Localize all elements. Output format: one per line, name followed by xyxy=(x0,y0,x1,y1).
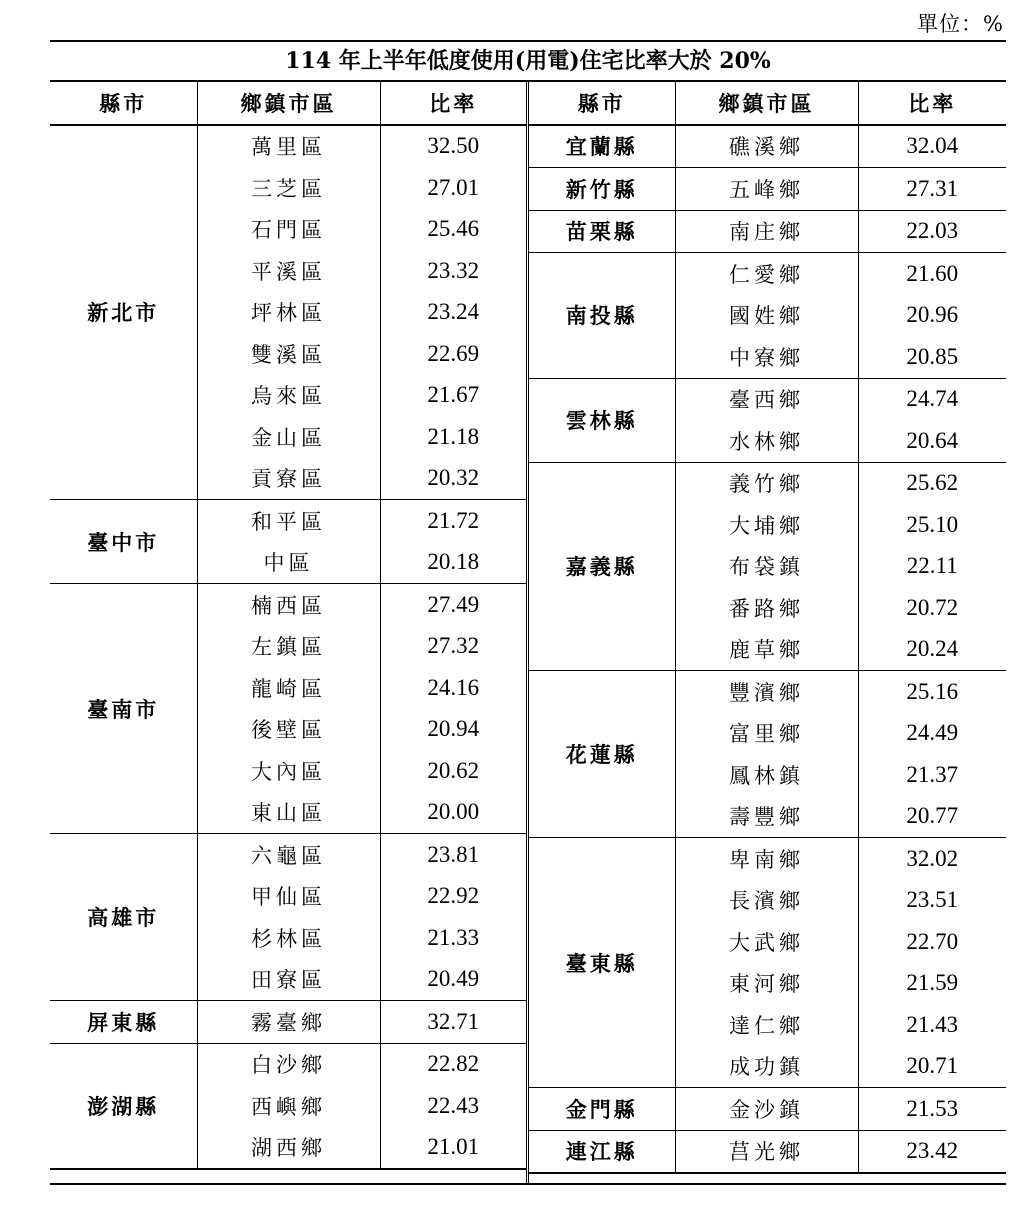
table-title: 114 年上半年低度使用(用電)住宅比率大於 20% xyxy=(50,40,1006,82)
ratio-cell: 22.70 xyxy=(906,928,959,954)
ratio-cell: 20.00 xyxy=(380,792,526,834)
township-cell: 南庄鄉 xyxy=(675,210,858,253)
ratio-cell: 20.77 xyxy=(858,796,1006,838)
township-cell: 和平區 xyxy=(197,500,380,542)
township-cell: 礁溪鄉 xyxy=(675,125,858,168)
ratio-cell: 25.16 xyxy=(906,678,959,704)
county-cell: 宜蘭縣 xyxy=(529,125,675,168)
header-ratio: 比率 xyxy=(858,82,1006,125)
county-cell: 臺中市 xyxy=(50,500,197,584)
table-row xyxy=(529,1130,1006,1173)
township-cell: 達仁鄉 xyxy=(675,1004,858,1046)
ratio-cell: 27.49 xyxy=(427,591,480,617)
township-cell: 平溪區 xyxy=(197,250,380,292)
township-cell: 大內區 xyxy=(197,750,380,792)
header-county: 縣市 xyxy=(50,82,197,125)
township-cell: 壽豐鄉 xyxy=(675,796,858,838)
ratio-cell: 23.51 xyxy=(906,887,959,913)
ratio-cell: 20.49 xyxy=(380,959,526,1001)
township-cell: 大武鄉 xyxy=(675,921,858,963)
township-cell: 中區 xyxy=(197,542,380,584)
ratio-cell: 22.69 xyxy=(427,340,480,366)
left-table xyxy=(50,82,526,1170)
township-cell: 烏來區 xyxy=(197,375,380,417)
township-cell: 布袋鎮 xyxy=(675,546,858,588)
ratio-cell: 32.02 xyxy=(906,845,959,871)
township-cell: 水林鄉 xyxy=(675,420,858,462)
ratio-cell: 27.01 xyxy=(427,174,480,200)
township-cell: 莒光鄉 xyxy=(675,1130,858,1173)
county-cell: 臺南市 xyxy=(50,584,197,834)
county-cell: 雲林縣 xyxy=(529,378,675,462)
township-cell: 左鎮區 xyxy=(197,626,380,668)
table-row xyxy=(50,125,526,168)
ratio-cell: 20.18 xyxy=(380,542,526,584)
ratio-cell: 21.67 xyxy=(427,382,480,408)
ratio-cell: 21.43 xyxy=(906,1011,959,1037)
ratio-cell: 22.43 xyxy=(427,1092,480,1118)
ratio-cell: 20.24 xyxy=(858,629,1006,671)
table-row xyxy=(529,210,1006,253)
township-cell: 東河鄉 xyxy=(675,963,858,1005)
ratio-cell: 27.32 xyxy=(427,633,480,659)
ratio-cell: 32.71 xyxy=(380,1001,526,1044)
ratio-cell: 25.46 xyxy=(427,216,480,242)
county-cell: 澎湖縣 xyxy=(50,1043,197,1169)
table-row xyxy=(50,584,526,626)
bottom-rule xyxy=(50,1183,1006,1185)
township-cell: 義竹鄉 xyxy=(675,462,858,504)
township-cell: 西嶼鄉 xyxy=(197,1085,380,1127)
table-row xyxy=(529,168,1006,211)
ratio-cell: 23.32 xyxy=(427,257,480,283)
ratio-cell: 21.59 xyxy=(906,970,959,996)
township-cell: 鳳林鎮 xyxy=(675,754,858,796)
township-cell: 三芝區 xyxy=(197,167,380,209)
county-cell: 新北市 xyxy=(50,125,197,500)
township-cell: 長濱鄉 xyxy=(675,880,858,922)
table-row xyxy=(50,1043,526,1085)
header-row xyxy=(529,82,1006,125)
county-cell: 花蓮縣 xyxy=(529,671,675,838)
township-cell: 東山區 xyxy=(197,792,380,834)
ratio-cell: 20.32 xyxy=(380,458,526,500)
township-cell: 杉林區 xyxy=(197,917,380,959)
township-cell: 卑南鄉 xyxy=(675,838,858,880)
table-row xyxy=(529,378,1006,420)
township-cell: 番路鄉 xyxy=(675,587,858,629)
ratio-cell: 20.96 xyxy=(906,302,959,328)
ratio-cell: 20.94 xyxy=(427,716,480,742)
ratio-cell: 24.16 xyxy=(427,674,480,700)
ratio-cell: 20.71 xyxy=(858,1046,1006,1088)
header-county: 縣市 xyxy=(529,82,675,125)
township-cell: 霧臺鄉 xyxy=(197,1001,380,1044)
right-table-body xyxy=(529,125,1006,1174)
township-cell: 豐濱鄉 xyxy=(675,671,858,713)
township-cell: 坪林區 xyxy=(197,292,380,334)
ratio-cell: 22.82 xyxy=(427,1051,480,1077)
county-cell: 高雄市 xyxy=(50,834,197,1001)
ratio-cell: 21.18 xyxy=(427,423,480,449)
ratio-cell: 21.60 xyxy=(906,260,959,286)
table-row xyxy=(50,834,526,876)
county-cell: 南投縣 xyxy=(529,253,675,379)
township-cell: 石門區 xyxy=(197,209,380,251)
township-cell: 富里鄉 xyxy=(675,713,858,755)
township-cell: 大埔鄉 xyxy=(675,504,858,546)
ratio-cell: 21.01 xyxy=(380,1127,526,1170)
ratio-cell: 27.31 xyxy=(858,168,1006,211)
ratio-cell: 21.33 xyxy=(427,924,480,950)
table-row xyxy=(529,125,1006,168)
header-township: 鄉鎮市區 xyxy=(197,82,380,125)
township-cell: 成功鎮 xyxy=(675,1046,858,1088)
county-cell: 苗栗縣 xyxy=(529,210,675,253)
left-table-body xyxy=(50,125,526,1170)
table-row xyxy=(529,671,1006,713)
ratio-cell: 23.24 xyxy=(427,299,480,325)
township-cell: 中寮鄉 xyxy=(675,336,858,378)
county-cell: 嘉義縣 xyxy=(529,462,675,671)
township-cell: 雙溪區 xyxy=(197,333,380,375)
header-row xyxy=(50,82,526,125)
county-cell: 臺東縣 xyxy=(529,838,675,1088)
county-cell: 新竹縣 xyxy=(529,168,675,211)
ratio-cell: 22.03 xyxy=(858,210,1006,253)
ratio-cell: 21.53 xyxy=(858,1088,1006,1131)
ratio-cell: 23.42 xyxy=(858,1130,1006,1173)
table-row xyxy=(50,1001,526,1044)
ratio-cell: 20.64 xyxy=(858,420,1006,462)
township-cell: 國姓鄉 xyxy=(675,295,858,337)
township-cell: 湖西鄉 xyxy=(197,1127,380,1170)
township-cell: 金山區 xyxy=(197,416,380,458)
header-ratio: 比率 xyxy=(380,82,526,125)
township-cell: 鹿草鄉 xyxy=(675,629,858,671)
table-row xyxy=(529,462,1006,504)
township-cell: 金沙鎮 xyxy=(675,1088,858,1131)
table-row xyxy=(50,500,526,542)
township-cell: 龍崎區 xyxy=(197,667,380,709)
township-cell: 六龜區 xyxy=(197,834,380,876)
ratio-cell: 25.10 xyxy=(906,511,959,537)
county-cell: 屏東縣 xyxy=(50,1001,197,1044)
township-cell: 甲仙區 xyxy=(197,876,380,918)
table-row xyxy=(529,838,1006,880)
township-cell: 楠西區 xyxy=(197,584,380,626)
township-cell: 五峰鄉 xyxy=(675,168,858,211)
ratio-cell: 24.74 xyxy=(906,386,959,412)
table-row xyxy=(529,1088,1006,1131)
ratio-cell: 20.72 xyxy=(906,594,959,620)
county-cell: 連江縣 xyxy=(529,1130,675,1173)
table-row xyxy=(529,253,1006,295)
ratio-cell: 21.72 xyxy=(427,507,480,533)
unit-label: 單位：% xyxy=(917,12,1004,36)
township-cell: 後壁區 xyxy=(197,709,380,751)
right-table xyxy=(529,82,1006,1174)
county-cell: 金門縣 xyxy=(529,1088,675,1131)
header-township: 鄉鎮市區 xyxy=(675,82,858,125)
township-cell: 白沙鄉 xyxy=(197,1043,380,1085)
ratio-cell: 22.92 xyxy=(427,883,480,909)
township-cell: 臺西鄉 xyxy=(675,378,858,420)
township-cell: 田寮區 xyxy=(197,959,380,1001)
ratio-cell: 32.50 xyxy=(427,133,480,159)
ratio-cell: 25.62 xyxy=(906,470,959,496)
ratio-cell: 24.49 xyxy=(906,720,959,746)
ratio-cell: 20.62 xyxy=(427,757,480,783)
ratio-cell: 20.85 xyxy=(858,336,1006,378)
township-cell: 萬里區 xyxy=(197,125,380,168)
township-cell: 仁愛鄉 xyxy=(675,253,858,295)
ratio-cell: 22.11 xyxy=(906,553,958,579)
ratio-cell: 23.81 xyxy=(427,841,480,867)
township-cell: 貢寮區 xyxy=(197,458,380,500)
ratio-cell: 32.04 xyxy=(858,125,1006,168)
ratio-cell: 21.37 xyxy=(906,761,959,787)
